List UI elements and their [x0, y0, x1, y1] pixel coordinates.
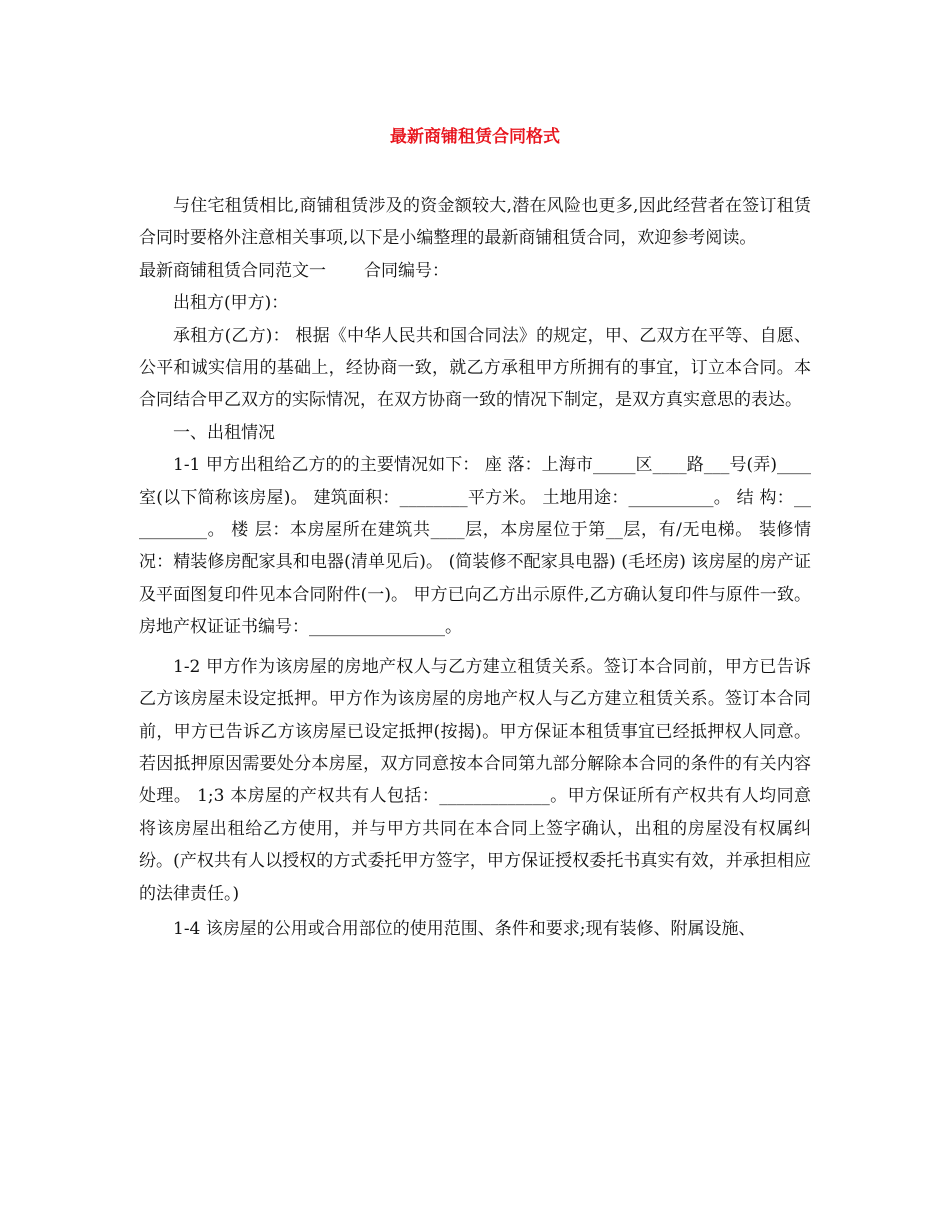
lessee-paragraph: 承租方(乙方)： 根据《中华人民共和国合同法》的规定，甲、乙双方在平等、自愿、公平和诚实信用的基础上，经协商一致，就乙方承租甲方所拥有的事宜，订立本合同。本合同结合甲乙双方的实际情况，在双方协商一致的情况下制定，是双方真实意思的表达。 — [139, 325, 811, 411]
intro-paragraph: 与住宅租赁相比,商铺租赁涉及的资金额较大,潜在风险也更多,因此经营者在签订租赁合同时要格外注意相关事项,以下是小编整理的最新商铺租赁合同，欢迎参考阅读。 — [139, 196, 811, 249]
contract-number-label: 合同编号： — [364, 260, 449, 281]
section-1-heading: 一、出租情况 — [173, 422, 275, 443]
sample-heading: 最新商铺租赁合同范文一 — [139, 260, 326, 281]
clause-1-1: 1-1 甲方出租给乙方的的主要情况如下： 座 落：上海市_____区____路___号(弄)____室(以下简称该房屋)。 建筑面积：________平方米。 土地用途：__________。 结 构：__________。 楼 层：本房屋所在建筑共____层，本房屋位于第__层，有/无电梯。 装修情况：精装修房配家具和电器(清单见后)。 (简装修不配家具电器) (毛坯房) 该房屋的房产证及平面图复印件见本合同附件(一)。 甲方已向乙方出示原件,乙方确认复印件与原件一致。房地产权证证书编号：________________。 — [139, 455, 811, 638]
document-title: 最新商铺租赁合同格式 — [390, 127, 560, 147]
clause-1-2: 1-2 甲方作为该房屋的房地产权人与乙方建立租赁关系。签订本合同前，甲方已告诉乙方该房屋未设定抵押。甲方作为该房屋的房地产权人与乙方建立租赁关系。签订本合同前，甲方已告诉乙方该房屋已设定抵押(按揭)。甲方保证本租赁事宜已经抵押权人同意。若因抵押原因需要处分本房屋，双方同意按本合同第九部分解除本合同的条件的有关内容处理。 1;3 本房屋的产权共有人包括：_____________。甲方保证所有产权共有人均同意将该房屋出租给乙方使用，并与甲方共同在本合同上签字确认，出租的房屋没有权属纠纷。(产权共有人以授权的方式委托甲方签字，甲方保证授权委托书真实有效，并承担相应的法律责任。) — [139, 656, 811, 904]
document-body — [139, 190, 811, 945]
clause-1-4: 1-4 该房屋的公用或合用部位的使用范围、条件和要求;现有装修、附属设施、 — [173, 918, 756, 939]
sample-heading-line — [139, 255, 811, 287]
lessor-label: 出租方(甲方)： — [173, 293, 289, 314]
